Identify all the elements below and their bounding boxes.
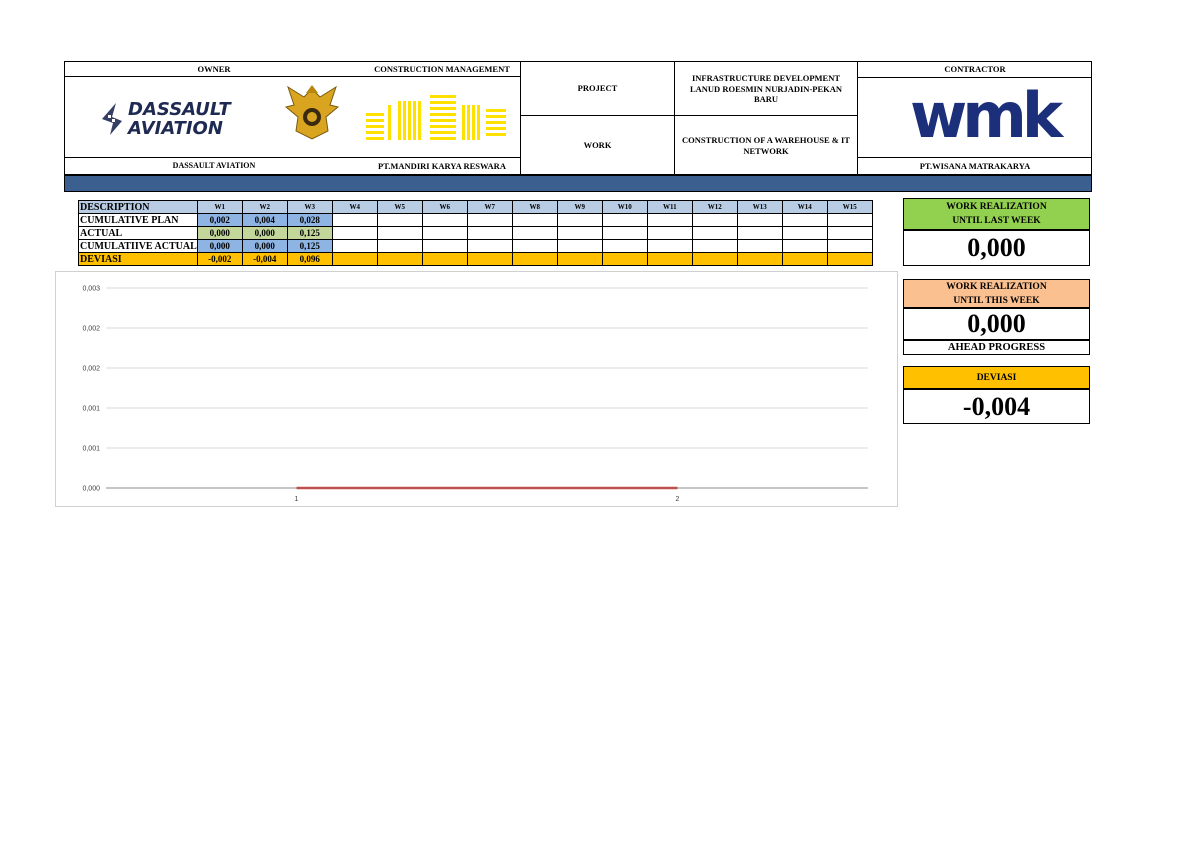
work-label: WORK — [583, 140, 612, 151]
y-tick-label: 0,003 — [82, 285, 100, 293]
week-header: W5 — [377, 201, 422, 214]
cell-value: 0,004 — [242, 214, 287, 227]
deviasi-value: -0,004 — [903, 389, 1090, 424]
dassault-logo — [98, 95, 248, 139]
realization-last-week-value: 0,000 — [903, 230, 1090, 266]
wmk-logo-text: wmk — [909, 79, 1059, 152]
cell-value: -0,004 — [242, 253, 287, 266]
y-tick-label: 0,000 — [82, 485, 100, 493]
week-header: W9 — [557, 201, 602, 214]
row-label-actual: ACTUAL — [79, 227, 198, 240]
cell-value: -0,002 — [197, 253, 242, 266]
week-header: W3 — [287, 201, 332, 214]
project-value: INFRASTRUCTURE DEVELOPMENT LANUD ROESMIN NURJADIN-PEKAN BARU — [689, 73, 843, 105]
cell-value: 0,028 — [287, 214, 332, 227]
ahead-progress-label: AHEAD PROGRESS — [903, 340, 1090, 355]
deviasi-label: DEVIASI — [903, 366, 1090, 389]
realization-this-week-subtitle: UNTIL THIS WEEK — [953, 295, 1040, 306]
table-row — [79, 214, 873, 227]
contractor-name-divider — [857, 157, 1092, 158]
airforce-emblem — [284, 83, 340, 143]
cell-value: 0,000 — [242, 240, 287, 253]
week-header: W2 — [242, 201, 287, 214]
week-header: W12 — [692, 201, 737, 214]
svg-text:DASSAULT: DASSAULT — [128, 99, 231, 120]
cell-value: 0,000 — [197, 227, 242, 240]
cm-name: PT.MANDIRI KARYA RESWARA — [378, 160, 506, 171]
week-header: W1 — [197, 201, 242, 214]
week-header: W7 — [467, 201, 512, 214]
row-label-deviasi: DEVIASI — [79, 253, 198, 266]
cell-value: 0,002 — [197, 214, 242, 227]
cell-value: 0,125 — [287, 240, 332, 253]
cell-value: 0,000 — [197, 240, 242, 253]
realization-last-week-subtitle: UNTIL LAST WEEK — [952, 216, 1041, 226]
week-header: W15 — [827, 201, 872, 214]
mkr-logo — [364, 93, 510, 141]
y-tick-label: 0,001 — [82, 405, 100, 413]
cm-label: CONSTRUCTION MANAGEMENT — [374, 63, 510, 74]
wmk-logo — [904, 81, 1064, 151]
row-label-cumulative-actual: CUMULATIIVE ACTUAL — [80, 240, 197, 252]
x-tick-label: 1 — [294, 496, 299, 503]
week-header: W14 — [782, 201, 827, 214]
contractor-title-divider — [857, 77, 1092, 78]
week-header: W10 — [602, 201, 647, 214]
progress-chart — [56, 272, 897, 506]
owner-label: OWNER — [197, 63, 231, 74]
desc-header: DESCRIPTION — [79, 201, 198, 214]
week-header: W6 — [422, 201, 467, 214]
contractor-name: PT.WISANA MATRAKARYA — [919, 160, 1031, 171]
work-value: CONSTRUCTION OF A WAREHOUSE & IT NETWORK — [682, 134, 850, 156]
divider-2 — [674, 61, 675, 175]
header-block — [64, 61, 1092, 192]
week-header: W13 — [737, 201, 782, 214]
table-row — [79, 240, 873, 253]
realization-this-week-header — [903, 279, 1090, 308]
row-label-cumulative-plan: CUMULATIVE PLAN — [79, 214, 198, 227]
week-header: W8 — [512, 201, 557, 214]
realization-last-week-header — [903, 198, 1090, 230]
x-tick-label: 2 — [675, 496, 680, 503]
header-band — [64, 175, 1092, 192]
project-label: PROJECT — [577, 82, 618, 93]
y-tick-label: 0,002 — [82, 365, 100, 373]
y-tick-label: 0,001 — [82, 445, 100, 453]
progress-table — [78, 200, 873, 266]
table-row — [79, 253, 873, 266]
cell-value: 0,125 — [287, 227, 332, 240]
week-header: W4 — [332, 201, 377, 214]
chart-container — [55, 271, 898, 507]
contractor-label: CONTRACTOR — [944, 63, 1006, 74]
realization-last-week-title: WORK REALIZATION — [946, 202, 1047, 212]
week-header: W11 — [647, 201, 692, 214]
cell-value: 0,096 — [287, 253, 332, 266]
table-row — [79, 227, 873, 240]
svg-text:AVIATION: AVIATION — [128, 118, 223, 139]
cell-value: 0,000 — [242, 227, 287, 240]
table-header-row — [79, 201, 873, 214]
owner-cm-name-divider — [64, 157, 520, 158]
owner-name: DASSAULT AVIATION — [172, 161, 256, 170]
y-tick-label: 0,002 — [82, 325, 100, 333]
realization-this-week-value: 0,000 — [903, 308, 1090, 340]
realization-this-week-title: WORK REALIZATION — [946, 281, 1047, 292]
